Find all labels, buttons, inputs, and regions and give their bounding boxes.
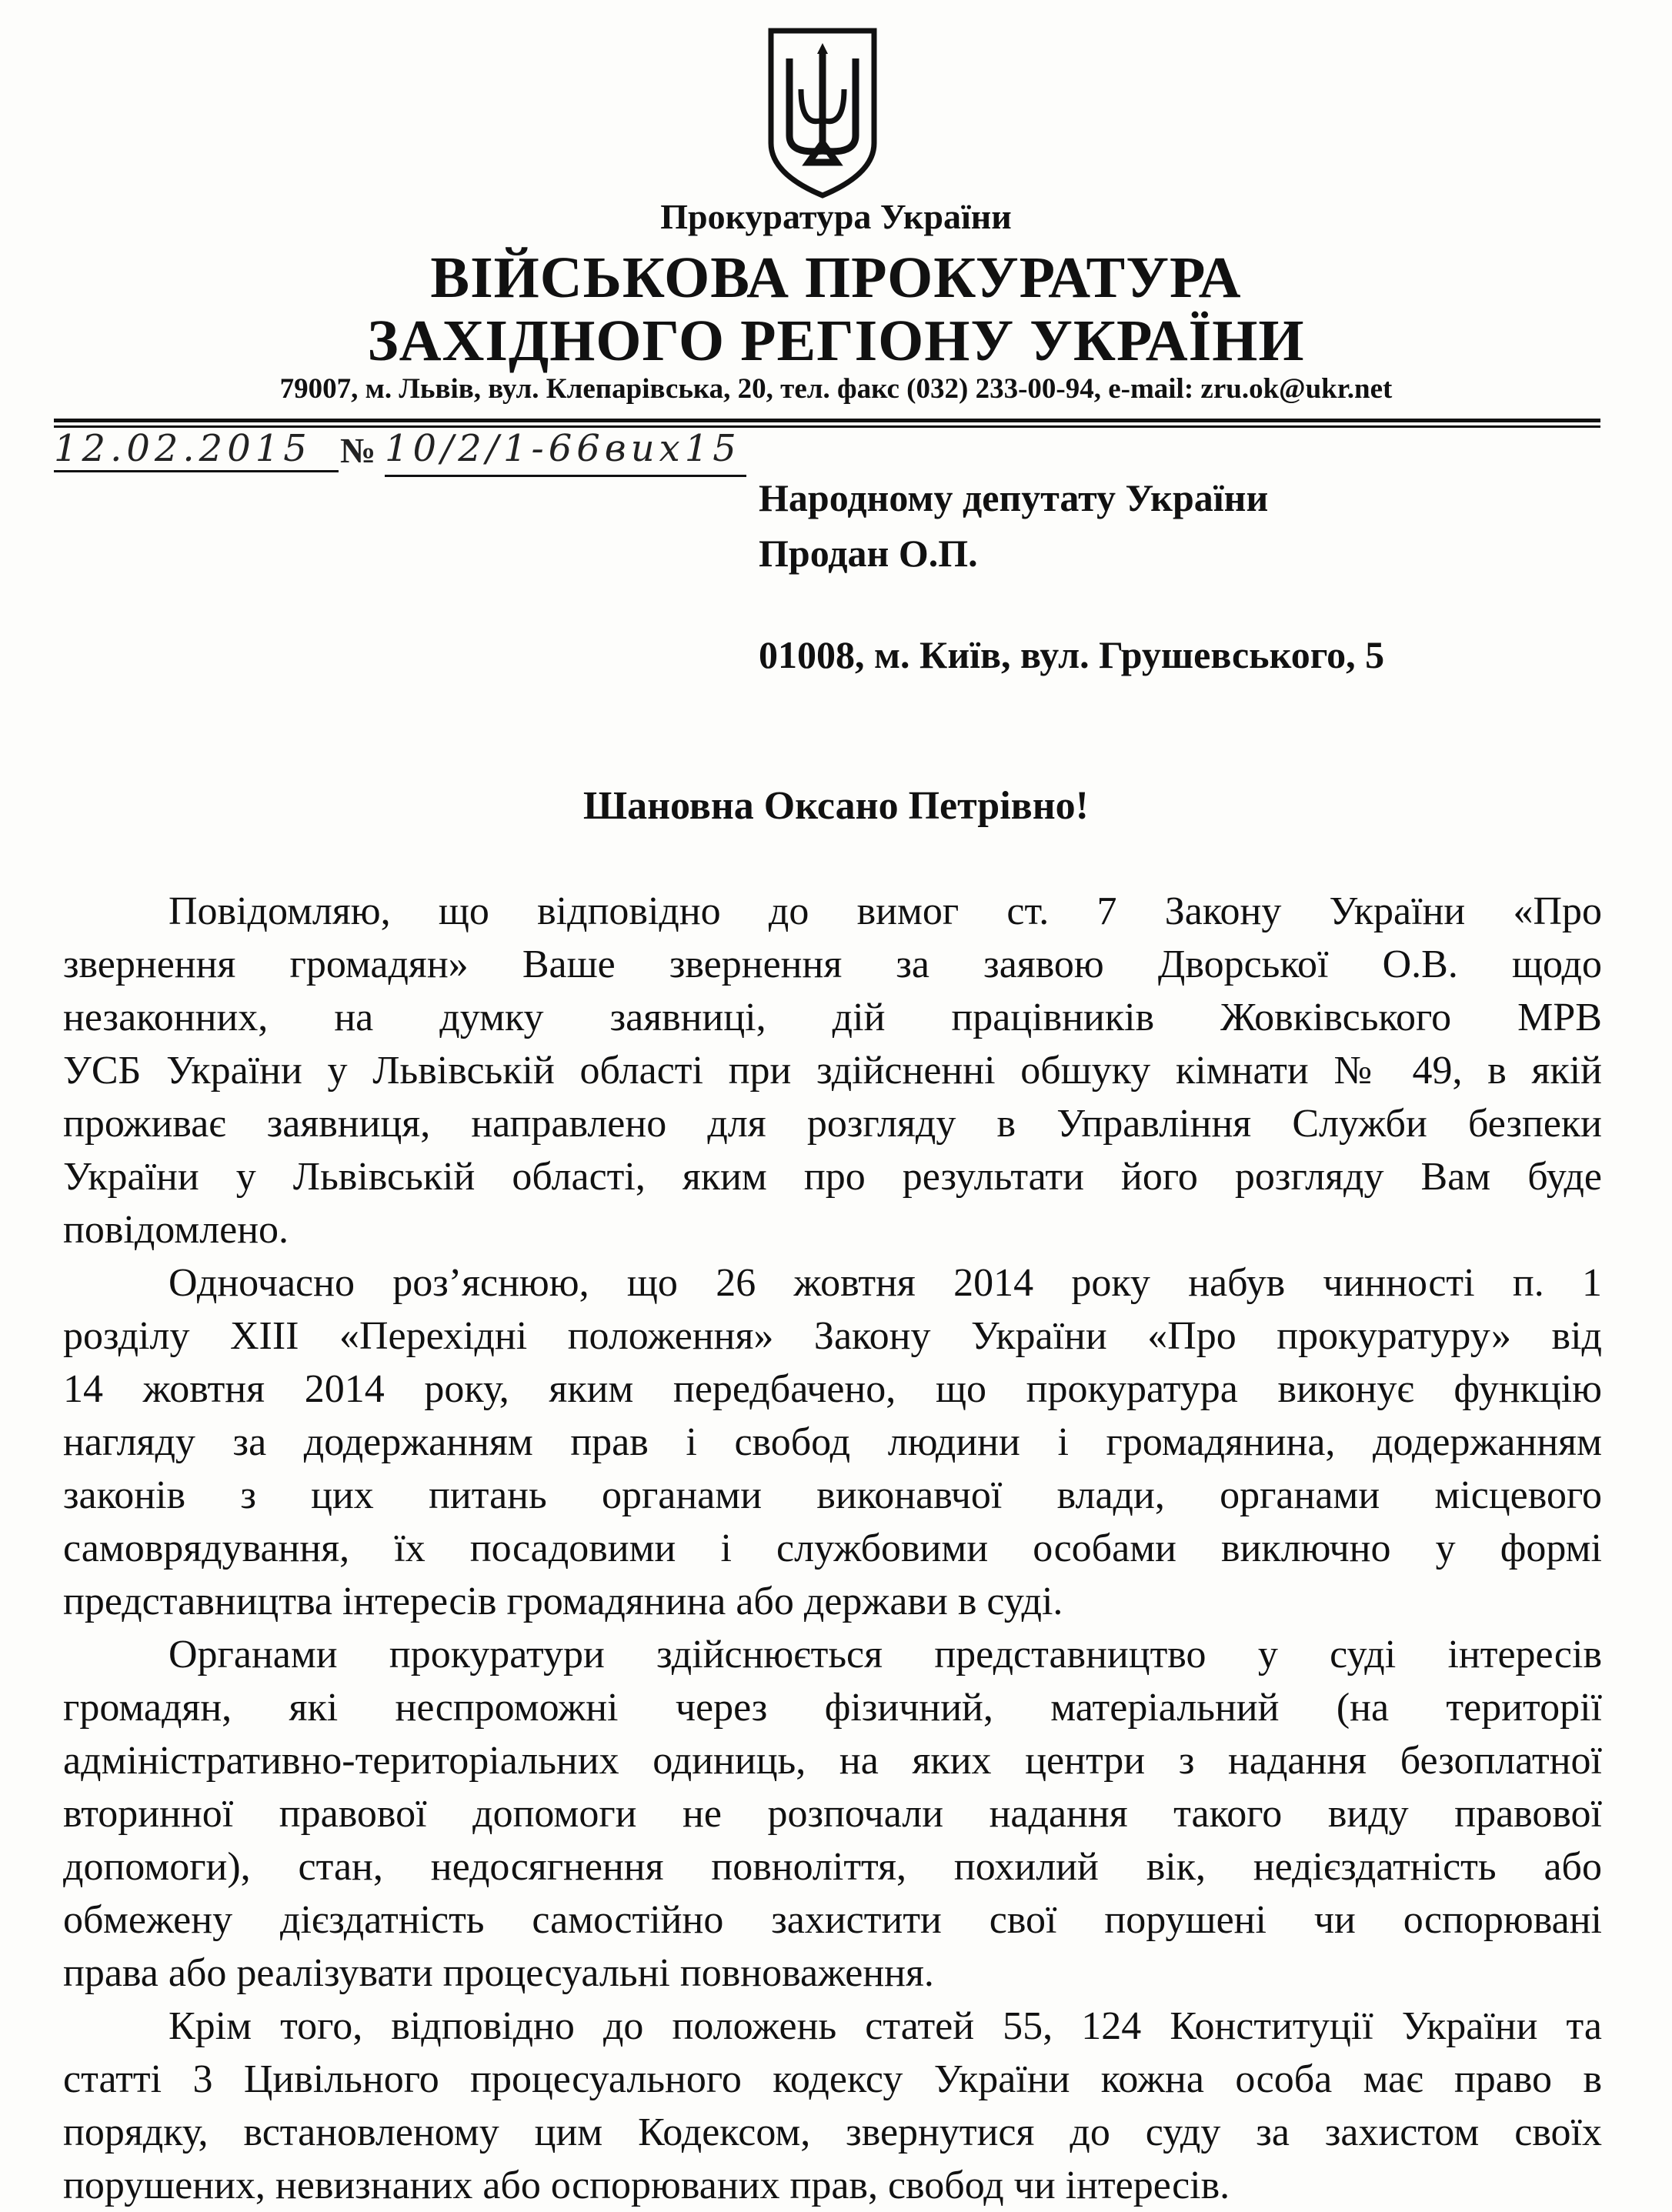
registration-field bbox=[54, 427, 900, 481]
text-line: УСБ України у Львівській області при здійсненні обшуку кімнати № 49, в якій bbox=[63, 1049, 1602, 1093]
text-line: повідомлено. bbox=[63, 1208, 289, 1252]
text-line: Органами прокуратури здійснюється представництво у суді інтересів bbox=[169, 1633, 1602, 1677]
paragraph bbox=[63, 885, 1602, 1256]
trident-emblem-icon bbox=[766, 28, 879, 199]
addressee-address: 01008, м. Київ, вул. Грушевського, 5 bbox=[759, 633, 1385, 676]
text-line: громадян, які неспроможні через фізичний, матеріальний (на території bbox=[63, 1686, 1602, 1730]
text-line: звернення громадян» Ваше звернення за заявою Дворської О.В. щодо bbox=[63, 943, 1602, 986]
text-line: Крім того, відповідно до положень статей 55, 124 Конституції України та bbox=[169, 2004, 1602, 2048]
org-title-line2: ЗАХІДНОГО РЕГІОНУ УКРАЇНИ bbox=[367, 309, 1305, 373]
paragraph bbox=[63, 2000, 1602, 2212]
text-line: права або реалізувати процесуальні повноваження. bbox=[63, 1951, 934, 1995]
org-contacts: 79007, м. Львів, вул. Клепарівська, 20, тел. факс (032) 233-00-94, e-mail: zru.ok@ukr.net bbox=[279, 373, 1393, 405]
text-line: проживає заявниця, направлено для розгляду в Управління Служби безпеки bbox=[63, 1102, 1602, 1146]
text-line: нагляду за додержанням прав і свобод людини і громадянина, додержанням bbox=[63, 1420, 1602, 1464]
text-line: обмежену дієздатність самостійно захистити свої порушені чи оспорювані bbox=[63, 1898, 1602, 1942]
text-line: розділу XIII «Перехідні положення» Закону України «Про прокуратуру» від bbox=[63, 1314, 1602, 1358]
text-line: самоврядування, їх посадовими і службовими особами виключно у формі bbox=[63, 1526, 1602, 1570]
text-line: законів з цих питань органами виконавчої влади, органами місцевого bbox=[63, 1473, 1602, 1517]
paragraph bbox=[63, 1256, 1602, 1628]
org-title-line1: ВІЙСЬКОВА ПРОКУРАТУРА bbox=[430, 245, 1242, 310]
addressee-title: Народному депутату України bbox=[759, 476, 1269, 519]
text-line: статті 3 Цивільного процесуального кодексу України кожна особа має право в bbox=[63, 2057, 1602, 2101]
registration-number: 10/2/1-66вих15 bbox=[385, 427, 741, 470]
org-parent-name: Прокуратура України bbox=[660, 197, 1012, 236]
text-line: допомоги), стан, недосягнення повноліття, похилий вік, недієздатність або bbox=[63, 1845, 1602, 1889]
letter-body bbox=[63, 885, 1602, 2212]
text-line: незаконних, на думку заявниці, дій працівників Жовківського МРВ bbox=[63, 996, 1602, 1039]
text-line: України у Львівській області, яким про результати його розгляду Вам буде bbox=[63, 1155, 1602, 1199]
text-line: порядку, встановленому цим Кодексом, звернутися до суду за захистом своїх bbox=[63, 2110, 1602, 2154]
text-line: Одночасно роз’яснюю, що 26 жовтня 2014 року набув чинності п. 1 bbox=[169, 1261, 1602, 1305]
text-line: адміністративно-територіальних одиниць, на яких центри з надання безоплатної bbox=[63, 1739, 1602, 1783]
header-divider bbox=[54, 419, 1600, 422]
text-line: порушених, невизнаних або оспорюваних прав, свобод чи інтересів. bbox=[63, 2164, 1230, 2207]
number-sign: № bbox=[340, 431, 376, 470]
text-line: Повідомляю, що відповідно до вимог ст. 7 Закону України «Про bbox=[169, 889, 1602, 933]
addressee-name: Продан О.П. bbox=[759, 532, 978, 575]
text-line: 14 жовтня 2014 року, яким передбачено, що прокуратура виконує функцію bbox=[63, 1367, 1602, 1411]
number-underline bbox=[385, 475, 746, 477]
greeting: Шановна Оксано Петрівно! bbox=[582, 784, 1090, 828]
paragraph bbox=[63, 1628, 1602, 2000]
text-line: вторинної правової допомоги не розпочали надання такого виду правової bbox=[63, 1792, 1602, 1836]
registration-date: 12.02.2015 bbox=[54, 427, 339, 472]
text-line: представництва інтересів громадянина або держави в суді. bbox=[63, 1580, 1063, 1623]
